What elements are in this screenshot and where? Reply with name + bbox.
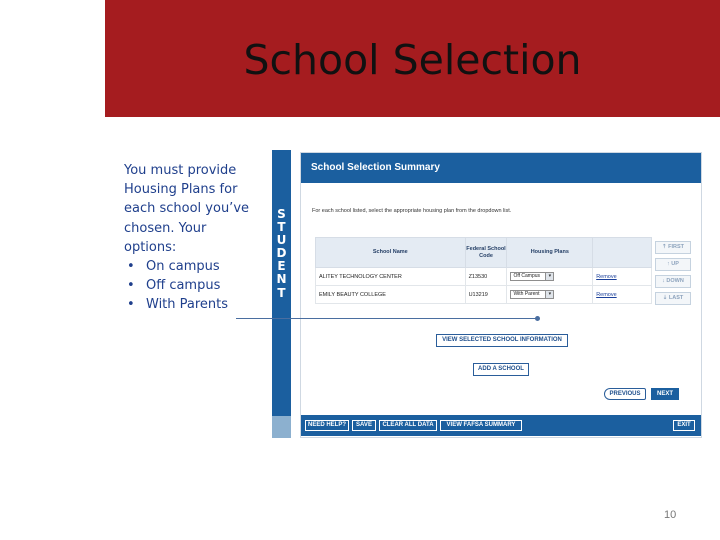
- callout-connector-dot: [535, 316, 540, 321]
- table-row: [316, 286, 652, 304]
- column-header-housing-plans: Housing Plans: [507, 238, 593, 268]
- housing-plan-value: With Parent: [513, 291, 540, 297]
- vertical-letter: T: [277, 220, 286, 235]
- clear-all-data-button[interactable]: CLEAR ALL DATA: [379, 420, 437, 431]
- callout-connector-line: [236, 318, 537, 319]
- sidebar-footer: [272, 416, 291, 438]
- next-button[interactable]: NEXT: [651, 388, 679, 400]
- housing-option: • On campus: [124, 257, 264, 276]
- vertical-letter: U: [276, 233, 287, 248]
- intro-line: each school you’ve: [124, 201, 250, 217]
- student-sidebar: [272, 150, 291, 416]
- intro-line: options:: [124, 239, 177, 255]
- housing-plan-value: Off Campus: [513, 273, 541, 279]
- page-number: 10: [664, 509, 677, 521]
- action-cell: [593, 268, 652, 286]
- panel-instruction: For each school listed, select the appropriate housing plan from the dropdown list.: [312, 208, 512, 214]
- vertical-letter: E: [277, 259, 286, 274]
- up-button[interactable]: ↑ UP: [655, 258, 691, 271]
- vertical-letter: N: [276, 272, 287, 287]
- housing-plan-cell: [507, 268, 593, 286]
- housing-plan-cell: [507, 286, 593, 304]
- remove-link[interactable]: Remove: [596, 273, 617, 280]
- slide-title: School Selection: [243, 36, 582, 84]
- column-header-school-code: Federal School Code: [465, 238, 507, 268]
- first-button[interactable]: ⇡ FIRST: [655, 241, 691, 254]
- column-header-actions: [593, 238, 652, 268]
- housing-options-list: [124, 257, 264, 315]
- school-code-cell: Z13530: [465, 268, 507, 286]
- intro-line: Housing Plans for: [124, 182, 238, 198]
- housing-option: • With Parents: [124, 295, 264, 314]
- school-name-cell: EMILY BEAUTY COLLEGE: [316, 286, 466, 304]
- housing-plan-select[interactable]: [510, 290, 554, 299]
- intro-line: chosen. Your: [124, 220, 207, 236]
- vertical-letter: T: [277, 285, 286, 300]
- remove-link[interactable]: Remove: [596, 291, 617, 298]
- student-vertical-label: [272, 208, 291, 300]
- vertical-letter: D: [276, 246, 287, 261]
- down-button[interactable]: ↓ DOWN: [655, 275, 691, 288]
- panel-title: School Selection Summary: [301, 153, 701, 183]
- save-button[interactable]: SAVE: [352, 420, 376, 431]
- bottom-toolbar: [301, 415, 701, 436]
- column-header-school-name: School Name: [316, 238, 466, 268]
- need-help-button[interactable]: NEED HELP?: [305, 420, 349, 431]
- table-row: [316, 268, 652, 286]
- intro-line: You must provide: [124, 163, 237, 178]
- school-name-cell: ALITEY TECHNOLOGY CENTER: [316, 268, 466, 286]
- action-cell: [593, 286, 652, 304]
- last-button[interactable]: ⇣ LAST: [655, 292, 691, 305]
- chevron-down-icon: ▾: [545, 291, 553, 298]
- title-band: [105, 0, 720, 117]
- exit-button[interactable]: EXIT: [673, 420, 695, 431]
- previous-button[interactable]: PREVIOUS: [604, 388, 646, 400]
- school-selection-panel: [300, 152, 702, 438]
- chevron-down-icon: ▾: [545, 273, 553, 280]
- housing-plan-instructions: [124, 161, 264, 315]
- school-code-cell: U13219: [465, 286, 507, 304]
- fafsa-screenshot: [272, 150, 706, 442]
- housing-plan-select[interactable]: [510, 272, 554, 281]
- housing-option: • Off campus: [124, 276, 264, 295]
- view-selected-school-button[interactable]: VIEW SELECTED SCHOOL INFORMATION: [436, 334, 568, 347]
- add-school-button[interactable]: ADD A SCHOOL: [473, 363, 529, 376]
- vertical-letter: S: [277, 207, 286, 221]
- view-fafsa-summary-button[interactable]: VIEW FAFSA SUMMARY: [440, 420, 522, 431]
- school-table: [315, 237, 652, 304]
- table-header-row: [316, 238, 652, 268]
